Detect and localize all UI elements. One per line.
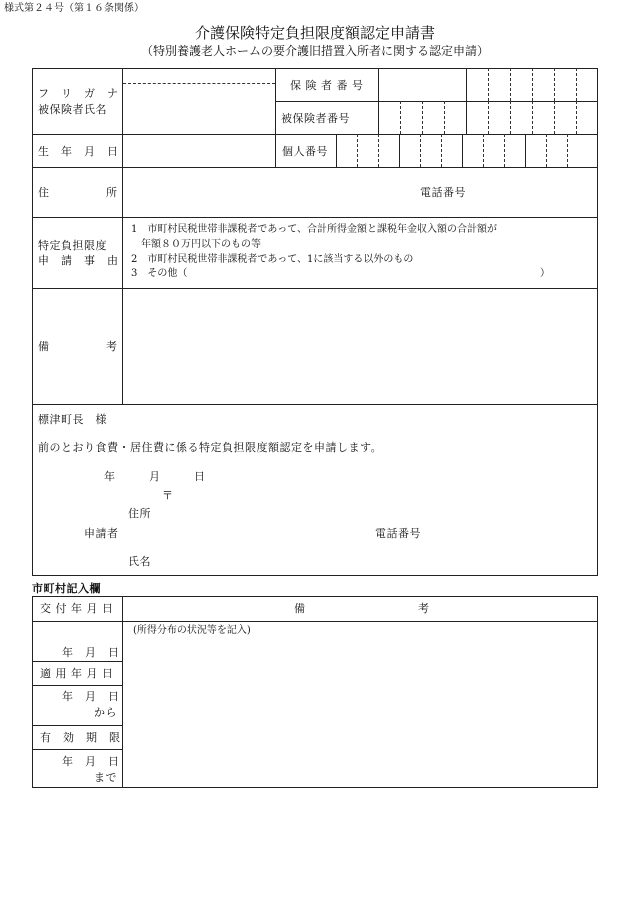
reason-label-line1: 特定負担限度 (38, 239, 107, 252)
address-label: 住所 (128, 507, 151, 520)
municipal-section-title: 市町村記入欄 (32, 582, 101, 595)
digit-divider (488, 101, 489, 134)
row-line (32, 217, 598, 218)
apply-date-label: 適 用 年 月 日 (40, 667, 114, 680)
personal-number-label: 個人番号 (282, 145, 328, 158)
address-label-start: 住 (38, 186, 50, 199)
reason-2: 2 市町村民税世帯非課税者であって、1に該当する以外のもの (131, 254, 414, 265)
reason-1-line2: 年額８０万円以下のもの等 (131, 239, 261, 250)
apply-ymd: 年 月 日 (62, 690, 120, 703)
cell-divider (275, 134, 276, 167)
year-label: 年 (104, 470, 116, 483)
remarks-note: (所得分布の状況等を記入) (133, 625, 251, 636)
form-subtitle: （特別養護老人ホームの要介護旧措置入所者に関する認定申請） (140, 44, 489, 58)
digit-divider (444, 101, 445, 134)
reason-3-close-paren: ） (540, 268, 550, 279)
cell-divider (378, 68, 379, 134)
digit-divider (510, 101, 511, 134)
row-line (32, 288, 598, 289)
digit-divider (357, 134, 358, 167)
municipal-column-divider (122, 596, 123, 788)
digit-divider (554, 101, 555, 134)
digit-divider (422, 101, 423, 134)
reason-label-line2: 申 請 事 由 (38, 254, 119, 267)
validity-ymd: 年 月 日 (62, 755, 120, 768)
digit-divider (378, 134, 379, 167)
digit-divider (546, 134, 547, 167)
digit-divider (554, 68, 555, 101)
remarks-label-start: 備 (38, 340, 50, 353)
digit-divider (525, 134, 526, 167)
row-line (32, 621, 598, 622)
row-line (275, 101, 598, 102)
remarks-label-end: 考 (106, 340, 118, 353)
row-line (32, 749, 122, 750)
row-line (32, 725, 122, 726)
row-line (32, 167, 598, 168)
form-title: 介護保険特定負担限度額認定申請書 (194, 24, 435, 42)
digit-divider (510, 68, 511, 101)
insured-name-label: 被保険者氏名 (38, 103, 107, 116)
applicant-label: 申請者 (84, 527, 119, 540)
apply-from: から (94, 706, 117, 719)
digit-divider (483, 134, 484, 167)
digit-divider (567, 134, 568, 167)
digit-divider (532, 101, 533, 134)
reason-1-line1: 1 市町村民税世帯非課税者であって、合計所得金額と課税年金収入額の合計額が (131, 224, 498, 235)
issue-ymd: 年 月 日 (62, 646, 120, 659)
digit-divider (400, 101, 401, 134)
applicant-phone-label: 電話番号 (375, 527, 421, 540)
remarks-header-end: 考 (418, 602, 430, 615)
name-label: 氏名 (128, 555, 151, 568)
digit-divider (488, 68, 489, 101)
row-line (32, 404, 598, 405)
digit-divider (466, 101, 467, 134)
birthdate-label: 生 年 月 日 (38, 145, 119, 158)
label-column-divider (122, 68, 123, 405)
digit-divider (532, 68, 533, 101)
issue-date-label: 交 付 年 月 日 (40, 602, 114, 615)
row-line (32, 134, 598, 135)
digit-divider (504, 134, 505, 167)
month-label: 月 (149, 470, 161, 483)
furigana-separator (123, 83, 275, 84)
remarks-header-start: 備 (294, 602, 306, 615)
furigana-label: フ リ ガ ナ (38, 87, 119, 100)
addressee: 標津町長 様 (38, 413, 107, 426)
form-number: 様式第２４号（第１６条関係） (4, 3, 144, 14)
digit-divider (441, 134, 442, 167)
cell-divider (336, 134, 337, 167)
validity-until: まで (94, 771, 117, 784)
row-line (32, 661, 122, 662)
postal-mark: 〒 (162, 489, 174, 502)
validity-label: 有 効 期 限 (40, 731, 121, 744)
digit-divider (399, 134, 400, 167)
digit-divider (462, 134, 463, 167)
insured-number-label: 被保険者番号 (281, 112, 350, 125)
reason-3: 3 その他（ (131, 268, 188, 279)
address-label-end: 所 (106, 186, 118, 199)
digit-divider (466, 68, 467, 101)
digit-divider (576, 101, 577, 134)
phone-label: 電話番号 (420, 186, 466, 199)
digit-divider (576, 68, 577, 101)
digit-divider (420, 134, 421, 167)
row-line (32, 685, 122, 686)
insurer-number-label: 保 険 者 番 号 (290, 79, 364, 92)
declaration-statement: 前のとおり食費・居住費に係る特定負担限度額認定を申請します。 (38, 441, 383, 454)
day-label: 日 (194, 470, 206, 483)
